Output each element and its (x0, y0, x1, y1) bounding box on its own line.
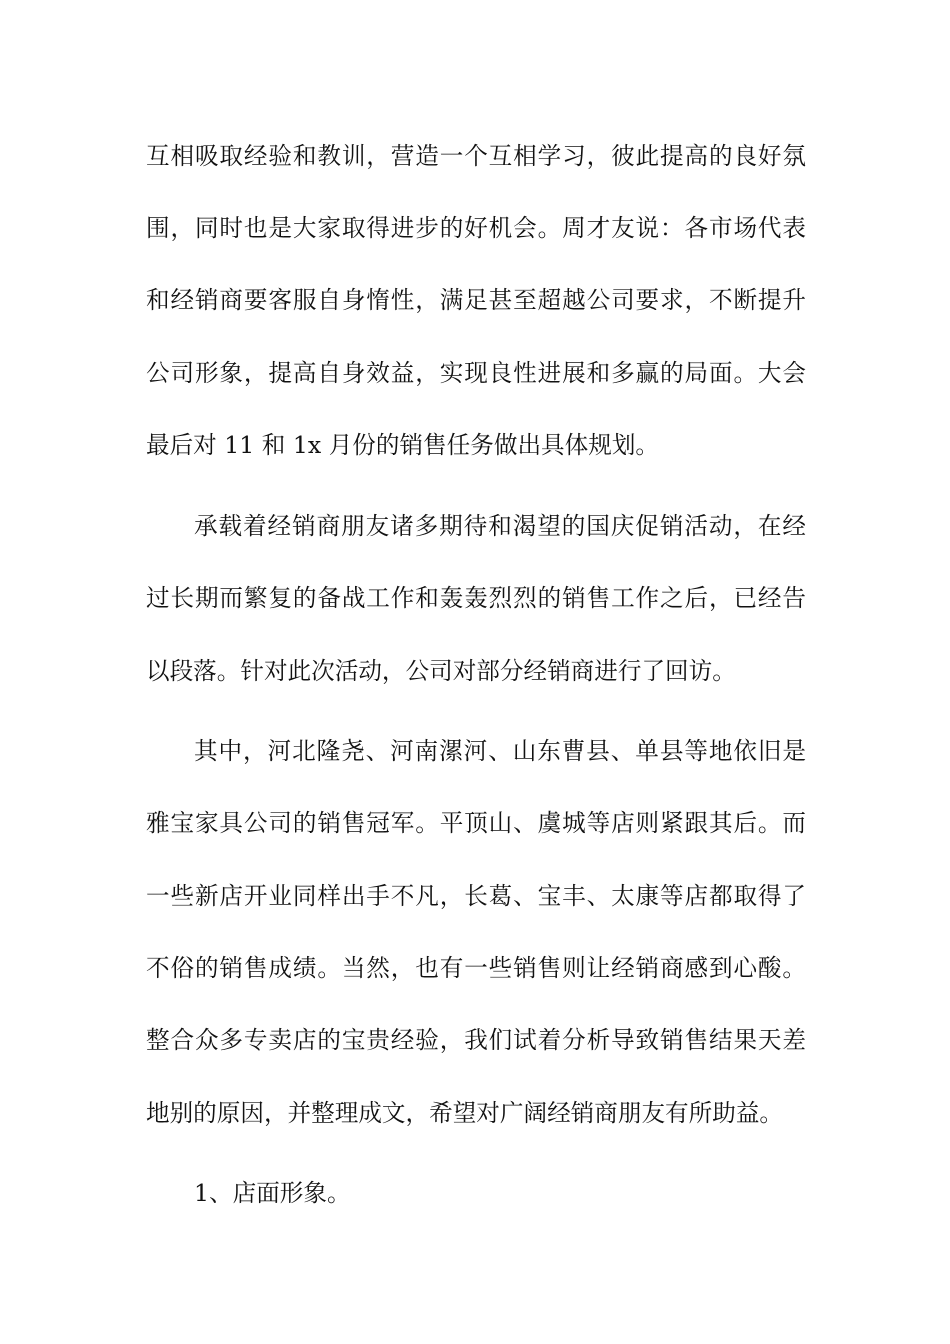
text-line-9: 其中，河北隆尧、河南漯河、山东曹县、单县等地依旧是 (194, 737, 806, 765)
text-line-12: 不俗的销售成绩。当然，也有一些销售则让经销商感到心酸。 (146, 954, 806, 982)
text-line-2: 围，同时也是大家取得进步的好机会。周才友说：各市场代表 (146, 214, 806, 242)
text-line-6: 承载着经销商朋友诸多期待和渴望的国庆促销活动，在经 (194, 512, 806, 540)
section-heading: 1、店面形象。 (194, 1179, 351, 1207)
text-line-10: 雅宝家具公司的销售冠军。平顶山、虞城等店则紧跟其后。而 (146, 809, 806, 837)
text-line-1: 互相吸取经验和教训，营造一个互相学习，彼此提高的良好氛 (146, 142, 806, 170)
text-line-14: 地别的原因，并整理成文，希望对广阔经销商朋友有所助益。 (146, 1099, 784, 1127)
text-line-4: 公司形象，提高自身效益，实现良性进展和多赢的局面。大会 (146, 359, 806, 387)
text-line-13: 整合众多专卖店的宝贵经验，我们试着分析导致销售结果天差 (146, 1026, 806, 1054)
text-line-11: 一些新店开业同样出手不凡，长葛、宝丰、太康等店都取得了 (146, 882, 806, 910)
text-line-3: 和经销商要客服自身惰性，满足甚至超越公司要求，不断提升 (146, 286, 806, 314)
text-line-8: 以段落。针对此次活动，公司对部分经销商进行了回访。 (146, 657, 736, 685)
text-line-7: 过长期而繁复的备战工作和轰轰烈烈的销售工作之后，已经告 (146, 584, 806, 612)
text-line-5: 最后对 11 和 1x 月份的销售任务做出具体规划。 (146, 431, 660, 459)
